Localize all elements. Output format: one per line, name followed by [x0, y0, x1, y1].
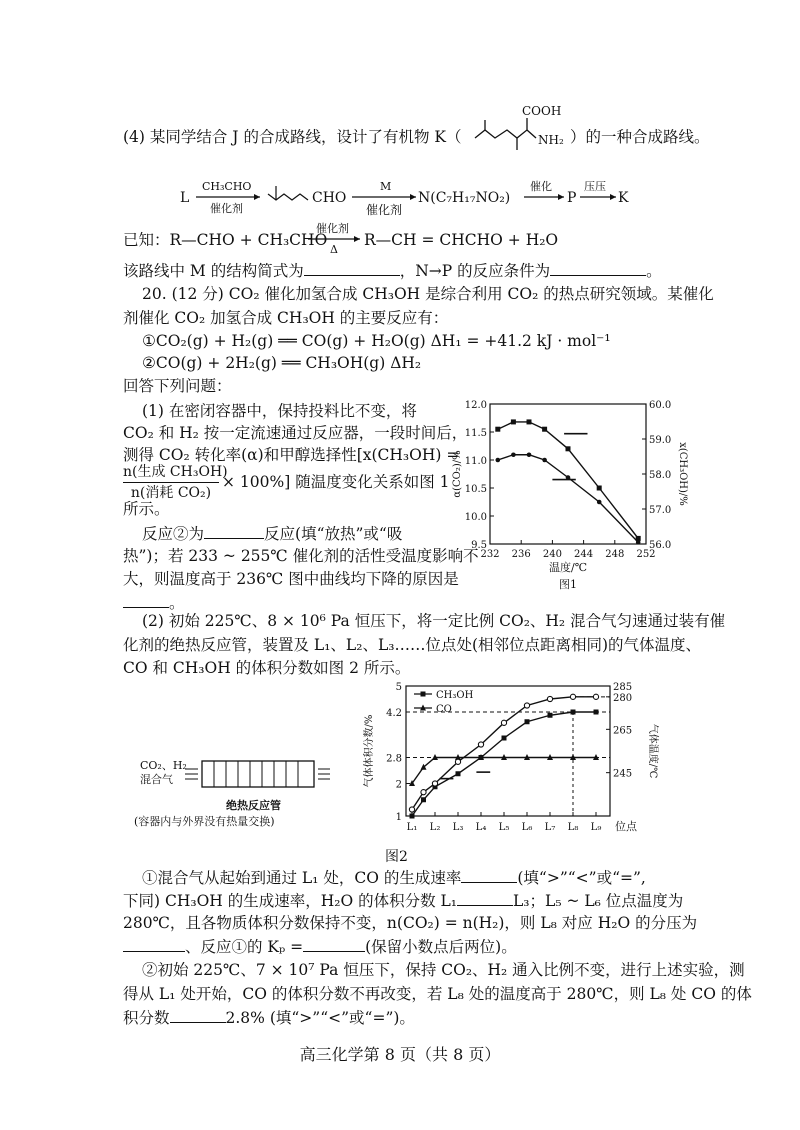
q20-answer: 回答下列问题： — [123, 377, 232, 395]
answer-blank-rate[interactable] — [461, 866, 517, 883]
fig1-x-tick-label: 232 — [480, 549, 500, 560]
fig2-yl-tick-label: 5 — [395, 682, 402, 693]
answer-blank-co[interactable] — [170, 1006, 226, 1023]
fig2-point-open-circle — [455, 759, 460, 764]
route-n: N(C₇H₁₇NO₂) — [418, 190, 511, 206]
fig2-point-open-circle — [501, 720, 506, 725]
route-r4-top: 压压 — [584, 180, 606, 193]
fig1-point-square — [527, 419, 532, 424]
adiabatic-reactor-diagram — [130, 745, 350, 835]
fig1-point-square — [566, 446, 571, 451]
fig2-yl-tick-label: 1 — [395, 812, 402, 823]
frac-tail: × 100%] 随温度变化关系如图 1 — [222, 473, 450, 491]
fig2-x-tick-label: L₂ — [429, 822, 441, 833]
fig1-point-circle — [527, 452, 532, 457]
q20-p1-line1: CO₂ 和 H₂ 按一定流速通过反应器，一段时间后， — [123, 424, 468, 442]
fig2-series-line-0 — [412, 712, 596, 816]
fig2-point-open-circle — [524, 703, 529, 708]
answer-blank-kp[interactable] — [303, 935, 365, 952]
fig1-point-circle — [511, 452, 516, 457]
synthesis-route — [180, 170, 640, 220]
fig2-x-tick-label: L₇ — [544, 822, 556, 833]
fig2-yl-tick-label: 2 — [395, 779, 402, 791]
route-r2-bottom: 催化剂 — [366, 203, 403, 217]
fig2-yl-tick-label: 2.8 — [386, 753, 402, 765]
fig2-point-square — [421, 797, 426, 802]
frac-numerator: n(生成 CH₃OH) — [123, 464, 228, 480]
fig1-series-line-1 — [498, 455, 638, 543]
route-p: P — [567, 190, 577, 206]
fig2-x-tick-label: L₃ — [452, 822, 464, 833]
fig2-point-square — [525, 719, 530, 724]
nh2-label: NH₂ — [538, 133, 564, 147]
q20-q2-1-line1: 下同) CH₃OH 的生成速率，H₂O 的体积分数 L₁ L₃；L₅ ~ L₆ 位点温度为 — [123, 889, 683, 912]
reactor-note: (容器内与外界没有热量交换) — [134, 815, 275, 828]
fig2-caption: 图2 — [385, 849, 408, 865]
figure-2-chart — [360, 672, 660, 842]
answer-blank-np[interactable] — [550, 259, 646, 276]
fig1-yl-tick-label: 9.5 — [471, 540, 487, 551]
q20-p1-q3: 热”)；若 233 ~ 255℃ 催化剂的活性受温度影响不 — [123, 547, 479, 565]
known-tail: R—CH = CHCHO + H₂O — [364, 231, 559, 249]
fig1-point-square — [597, 486, 602, 491]
q20-q2-1-line0: ①混合气从起始到通过 L₁ 处，CO 的生成速率 (填“>”“<”或“=”, — [142, 866, 646, 889]
q19-ask: 该路线中 M 的结构简式为 ，N→P 的反应条件为 。 — [123, 259, 662, 282]
fig1-caption: 图1 — [559, 578, 577, 591]
fig1-point-square — [511, 419, 516, 424]
fig2-xlabel: 位点 — [615, 820, 637, 833]
fig2-yr-tick-label: 285 — [613, 682, 633, 693]
fig1-xlabel: 温度/℃ — [548, 561, 588, 574]
fig1-point-square — [542, 427, 547, 432]
q20-intro1: 20. (12 分) CO₂ 催化加氢合成 CH₃OH 是综合利用 CO₂ 的热点研究领域。某催化 — [142, 285, 714, 303]
fig1-yr-tick-label: 56.0 — [649, 540, 672, 551]
route-r1-bottom: 催化剂 — [210, 202, 243, 215]
answer-blank-m[interactable] — [304, 259, 400, 276]
route-r1-top: CH₃CHO — [202, 180, 252, 193]
fig2-x-tick-label: L₉ — [590, 822, 602, 833]
fig1-point-circle — [496, 458, 501, 463]
fig2-legend-co: CO — [436, 704, 452, 715]
frac-denominator: n(消耗 CO₂) — [130, 485, 212, 501]
q20-p1-end: 所示。 — [123, 500, 170, 518]
fig1-yl-tick-label: 11.0 — [464, 456, 487, 467]
q19-4-tail: ）的一种合成路线。 — [570, 128, 710, 146]
fig1-point-circle — [597, 500, 602, 505]
q20-q2-2-line0: ②初始 225℃、7 × 10⁷ Pa 恒压下，保持 CO₂、H₂ 通入比例不变，进行上述实验，测 — [142, 961, 745, 979]
fig2-point-square — [456, 771, 461, 776]
fig2-ylabel-left: 气体体积分数/% — [364, 714, 375, 788]
fig2-yr-tick-label: 245 — [613, 768, 633, 780]
fig2-point-open-circle — [421, 790, 426, 795]
q20-q2-1-line2: 280℃，且各物质体积分数保持不变，n(CO₂) = n(H₂)，则 L₈ 对应 H₂O 的分压为 — [123, 914, 698, 932]
fig2-legend-marker-ch3oh — [421, 692, 426, 697]
fig1-yl-tick-label: 12.0 — [464, 400, 487, 411]
fig1-x-tick-label: 236 — [511, 549, 531, 560]
fig1-ylabel-left: α(CO₂)/% — [452, 450, 463, 498]
q20-p1-line0: (1) 在密闭容器中，保持投料比不变，将 — [142, 402, 417, 420]
fig2-x-tick-label: L₄ — [475, 822, 487, 833]
fig1-yr-tick-label: 59.0 — [649, 435, 672, 446]
fig1-yl-tick-label: 10.0 — [464, 512, 487, 523]
molecule-k-structure — [460, 98, 580, 160]
fig1-point-square — [495, 427, 500, 432]
q20-q2-2-line1: 得从 L₁ 处开始，CO 的体积分数不再改变，若 L₈ 处的温度高于 280℃，则 L₈ 处 CO 的体 — [123, 985, 752, 1003]
reactor-inlet1: CO₂、H₂ — [140, 759, 187, 772]
fig2-legend-ch3oh: CH₃OH — [436, 690, 474, 701]
known-cat: 催化剂 — [316, 222, 349, 235]
fig1-yr-tick-label: 58.0 — [649, 470, 672, 481]
fig2-point-open-circle — [478, 742, 483, 747]
q20-p2-line0: (2) 初始 225℃、8 × 10⁶ Pa 恒压下，将一定比例 CO₂、H₂ 混合气匀速通过装有催 — [142, 612, 726, 630]
fig2-yl-tick-label: 4.2 — [386, 708, 402, 719]
fig1-ylabel-right: x(CH₃OH)/% — [677, 442, 688, 506]
fig2-point-square — [571, 710, 576, 715]
fig1-frame — [490, 404, 646, 544]
fig2-point-open-circle — [432, 781, 437, 786]
frac-line — [123, 482, 219, 483]
fig1-x-tick-label: 240 — [542, 549, 562, 560]
route-inter: CHO — [312, 190, 347, 206]
fig1-point-circle — [542, 458, 547, 463]
q20-q2-2-line2: 积分数 2.8% (填“>”“<”或“=”)。 — [123, 1006, 415, 1029]
q19-4-lead: (4) 某同学结合 J 的合成路线，设计了有机物 K（ — [123, 128, 462, 146]
answer-blank-h2o[interactable] — [457, 889, 513, 906]
answer-blank-exo-endo[interactable] — [204, 522, 264, 539]
q20-rxn1: ①CO₂(g) + H₂(g) ══ CO(g) + H₂O(g) ΔH₁ = +41.2 kJ · mol⁻¹ — [142, 332, 611, 350]
fig1-yr-tick-label: 57.0 — [649, 505, 672, 516]
q20-p2-line1: 化剂的绝热反应管，装置及 L₁、L₂、L₃……位点处(相邻位点距离相同)的气体温度、 — [123, 636, 702, 654]
q20-intro2: 剂催化 CO₂ 加氢合成 CH₃OH 的主要反应有： — [123, 309, 449, 327]
fig2-point-square — [502, 736, 507, 741]
route-r2-top: M — [380, 180, 392, 193]
fig2-point-square — [548, 713, 553, 718]
answer-blank-reason[interactable] — [123, 591, 169, 608]
known-lead: 已知：R—CHO + CH₃CHO — [123, 231, 328, 249]
fig1-x-tick-label: 244 — [574, 549, 594, 560]
q20-p1-q1: 反应②为 反应(填“放热”或“吸 — [142, 522, 402, 545]
fig2-point-square — [594, 710, 599, 715]
reactor-label: 绝热反应管 — [226, 799, 281, 812]
route-start: L — [180, 190, 190, 206]
cooh-label: COOH — [522, 104, 562, 118]
fig2-x-tick-label: L₆ — [521, 822, 533, 833]
known-arrow — [306, 222, 364, 258]
q20-p1-line2: 测得 CO₂ 转化率(α)和甲醇选择性[x(CH₃OH) = — [123, 446, 460, 464]
fig2-point-square — [410, 814, 415, 819]
fig2-point-open-circle — [409, 807, 414, 812]
fig1-point-circle — [636, 540, 641, 545]
route-r3-top: 催化 — [530, 180, 552, 193]
page-footer: 高三化学第 8 页（共 8 页） — [299, 1045, 501, 1064]
q20-p1-q5: 。 — [123, 591, 185, 614]
q20-rxn2: ②CO(g) + 2H₂(g) ══ CH₃OH(g) ΔH₂ — [142, 354, 422, 372]
reactor-inlet2: 混合气 — [140, 773, 173, 786]
fig2-x-tick-label: L₈ — [567, 822, 579, 833]
known-delta: Δ — [330, 243, 338, 256]
q20-p2-line2: CO 和 CH₃OH 的体积分数如图 2 所示。 — [123, 659, 411, 677]
q20-q2-1-line3: 、反应①的 Kₚ = (保留小数点后两位)。 — [123, 935, 517, 958]
fig2-ylabel-right: 气体温度/℃ — [647, 723, 658, 779]
fig1-yr-tick-label: 60.0 — [649, 400, 672, 411]
route-k: K — [618, 190, 629, 206]
fig2-point-open-circle — [547, 696, 552, 701]
fig2-x-tick-label: L₅ — [498, 822, 510, 833]
answer-blank-pressure[interactable] — [123, 935, 185, 952]
fig1-yl-tick-label: 11.5 — [464, 428, 487, 439]
fig2-yr-tick-label: 280 — [613, 692, 633, 704]
figure-1-chart — [448, 392, 688, 622]
fig1-yl-tick-label: 10.5 — [464, 484, 487, 495]
fig1-x-tick-label: 248 — [605, 549, 625, 560]
q20-p1-q4: 大，则温度高于 236℃ 图中曲线均下降的原因是 — [123, 570, 459, 588]
fig1-x-tick-label: 252 — [636, 549, 656, 560]
fig2-yr-tick-label: 265 — [613, 725, 633, 737]
fig2-point-open-circle — [570, 694, 575, 699]
fig2-point-open-circle — [593, 694, 598, 699]
fig2-x-tick-label: L₁ — [406, 822, 418, 833]
